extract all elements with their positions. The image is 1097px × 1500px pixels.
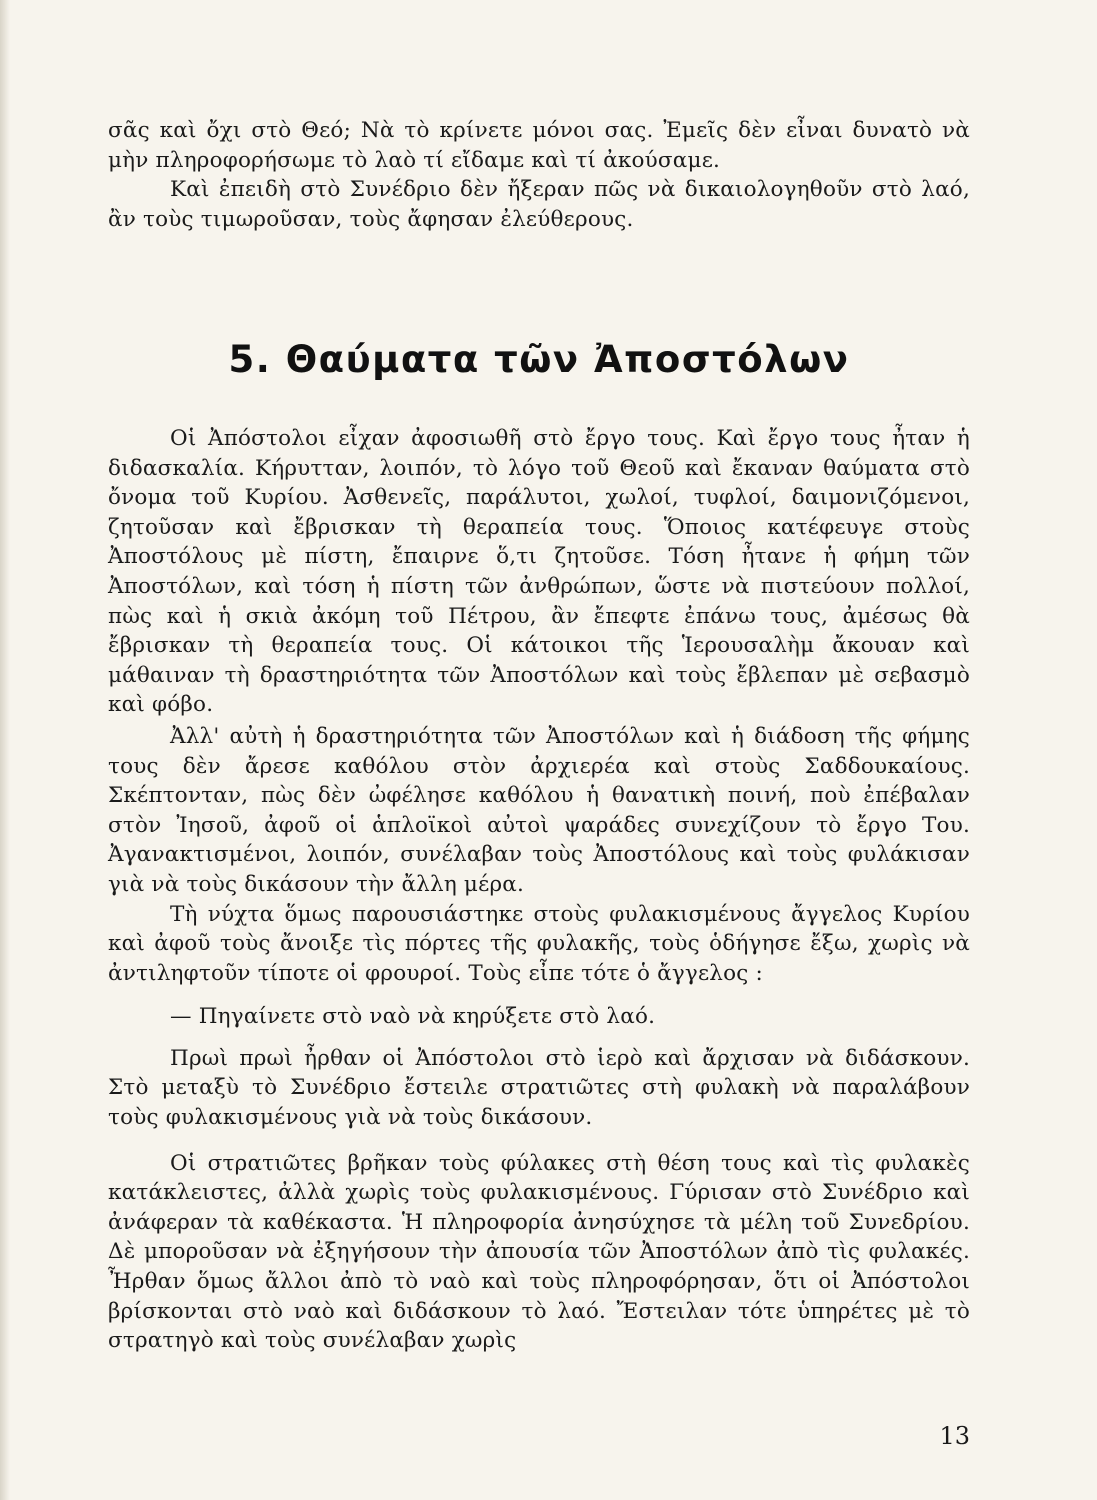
page-edge-shadow bbox=[0, 0, 10, 1500]
section-heading: 5. Θαύματα τῶν Ἀποστόλων bbox=[228, 338, 850, 381]
paragraph-soldiers: Οἱ στρατιῶτες βρῆκαν τοὺς φύλακες στὴ θέση τους καὶ τὶς φυλακὲς κατάκλειστες, ἀλλὰ χωρὶς τοὺς φυλακισμένους. Γύρισαν στὸ Συνέδριο καὶ ἀνάφεραν τὰ καθέκαστα. Ἡ πληροφορία ἀνησύχησε τὰ μέλη τοῦ Συνεδρίου. Δὲ μποροῦσαν νὰ ἐξηγήσουν τὴν ἀπουσία τῶν Ἀποστόλων ἀπὸ τὶς φυλακές. Ἦρθαν ὅμως ἄλλοι ἀπὸ τὸ ναὸ καὶ τοὺς πληροφόρησαν, ὅτι οἱ Ἀπόστολοι βρίσκονται στὸ ναὸ καὶ διδάσκουν τὸ λαό. Ἔστειλαν τότε ὑπηρέτες μὲ τὸ στρατηγὸ καὶ τοὺς συνέλαβαν χωρὶς bbox=[108, 1150, 970, 1354]
paragraph-arrest: Ἀλλ' αὐτὴ ἡ δραστηριότητα τῶν Ἀποστόλων καὶ ἡ διάδοση τῆς φήμης τους δὲν ἄρεσε καθόλου στὸν ἀρχιερέα καὶ στοὺς Σαδδουκαίους. Σκέπτονταν, πὼς δὲν ὠφέλησε καθόλου ἡ θανατικὴ ποινή, ποὺ ἐπέβαλαν στὸν Ἰησοῦ, ἀφοῦ οἱ ἁπλοϊκοὶ αὐτοὶ ψαράδες συνεχίζουν τὸ ἔργο Του. Ἀγανακτισμένοι, λοιπόν, συνέλαβαν τοὺς Ἀποστόλους καὶ τοὺς φυλάκισαν γιὰ νὰ τοὺς δικάσουν τὴν ἄλλη μέρα. bbox=[108, 723, 970, 897]
intro-text bbox=[108, 116, 970, 234]
paragraph-miracles: Οἱ Ἀπόστολοι εἶχαν ἀφοσιωθῆ στὸ ἔργο τους. Καὶ ἔργο τους ἦταν ἡ διδασκαλία. Κήρυτταν, λοιπόν, τὸ λόγο τοῦ Θεοῦ καὶ ἔκαναν θαύματα στὸ ὄνομα τοῦ Κυρίου. Ἀσθενεῖς, παράλυτοι, χωλοί, τυφλοί, δαιμονιζόμενοι, ζητοῦσαν καὶ ἔβρισκαν τὴ θεραπεία τους. Ὅποιος κατέφευγε στοὺς Ἀποστόλους μὲ πίστη, ἔπαιρνε ὅ,τι ζητοῦσε. Τόση ἦτανε ἡ φήμη τῶν Ἀποστόλων, καὶ τόση ἡ πίστη τῶν ἀνθρώπων, ὥστε νὰ πιστεύουν πολλοί, πὼς καὶ ἡ σκιὰ ἀκόμη τοῦ Πέτρου, ἂν ἔπεφτε ἐπάνω τους, ἀμέσως θὰ ἔβρισκαν τὴ θεραπεία τους. Οἱ κάτοικοι τῆς Ἱερουσαλὴμ ἄκουαν καὶ μάθαιναν τὴ δραστηριότητα τῶν Ἀποστόλων καὶ τοὺς ἔβλεπαν μὲ σεβασμὸ καὶ φόβο. bbox=[108, 426, 970, 718]
main-text bbox=[108, 424, 970, 1356]
paragraph-morning-teaching: Πρωὶ πρωὶ ἦρθαν οἱ Ἀπόστολοι στὸ ἱερὸ καὶ ἄρχισαν νὰ διδάσκουν. Στὸ μεταξὺ τὸ Συνέδριο ἔστειλε στρατιῶτες στὴ φυλακὴ νὰ παραλάβουν τοὺς φυλακισμένους γιὰ νὰ τοὺς δικάσουν. bbox=[108, 1045, 970, 1131]
paragraph-angel-command: — Πηγαίνετε στὸ ναὸ νὰ κηρύξετε στὸ λαό. bbox=[170, 1004, 656, 1030]
page-number: 13 bbox=[939, 1422, 970, 1450]
paragraph-angel: Τὴ νύχτα ὅμως παρουσιάστηκε στοὺς φυλακισμένους ἄγγελος Κυρίου καὶ ἀφοῦ τοὺς ἄνοιξε τὶς πόρτες τῆς φυλακῆς, τοὺς ὁδήγησε ἔξω, χωρὶς νὰ ἀντιληφτοῦν τίποτε οἱ φρουροί. Τοὺς εἶπε τότε ὁ ἄγγελος : bbox=[108, 901, 970, 986]
paragraph-continuation: σᾶς καὶ ὄχι στὸ Θεό; Νὰ τὸ κρίνετε μόνοι σας. Ἐμεῖς δὲν εἶναι δυνατὸ νὰ μὴν πληροφορήσωμε τὸ λαὸ τί εἴδαμε καὶ τί ἀκούσαμε. bbox=[108, 118, 970, 173]
paragraph-sanhedrin-release: Καὶ ἐπειδὴ στὸ Συνέδριο δὲν ἤξεραν πῶς νὰ δικαιολογηθοῦν στὸ λαό, ἂν τοὺς τιμωροῦσαν, τοὺς ἄφησαν ἐλεύθερους. bbox=[108, 177, 970, 232]
